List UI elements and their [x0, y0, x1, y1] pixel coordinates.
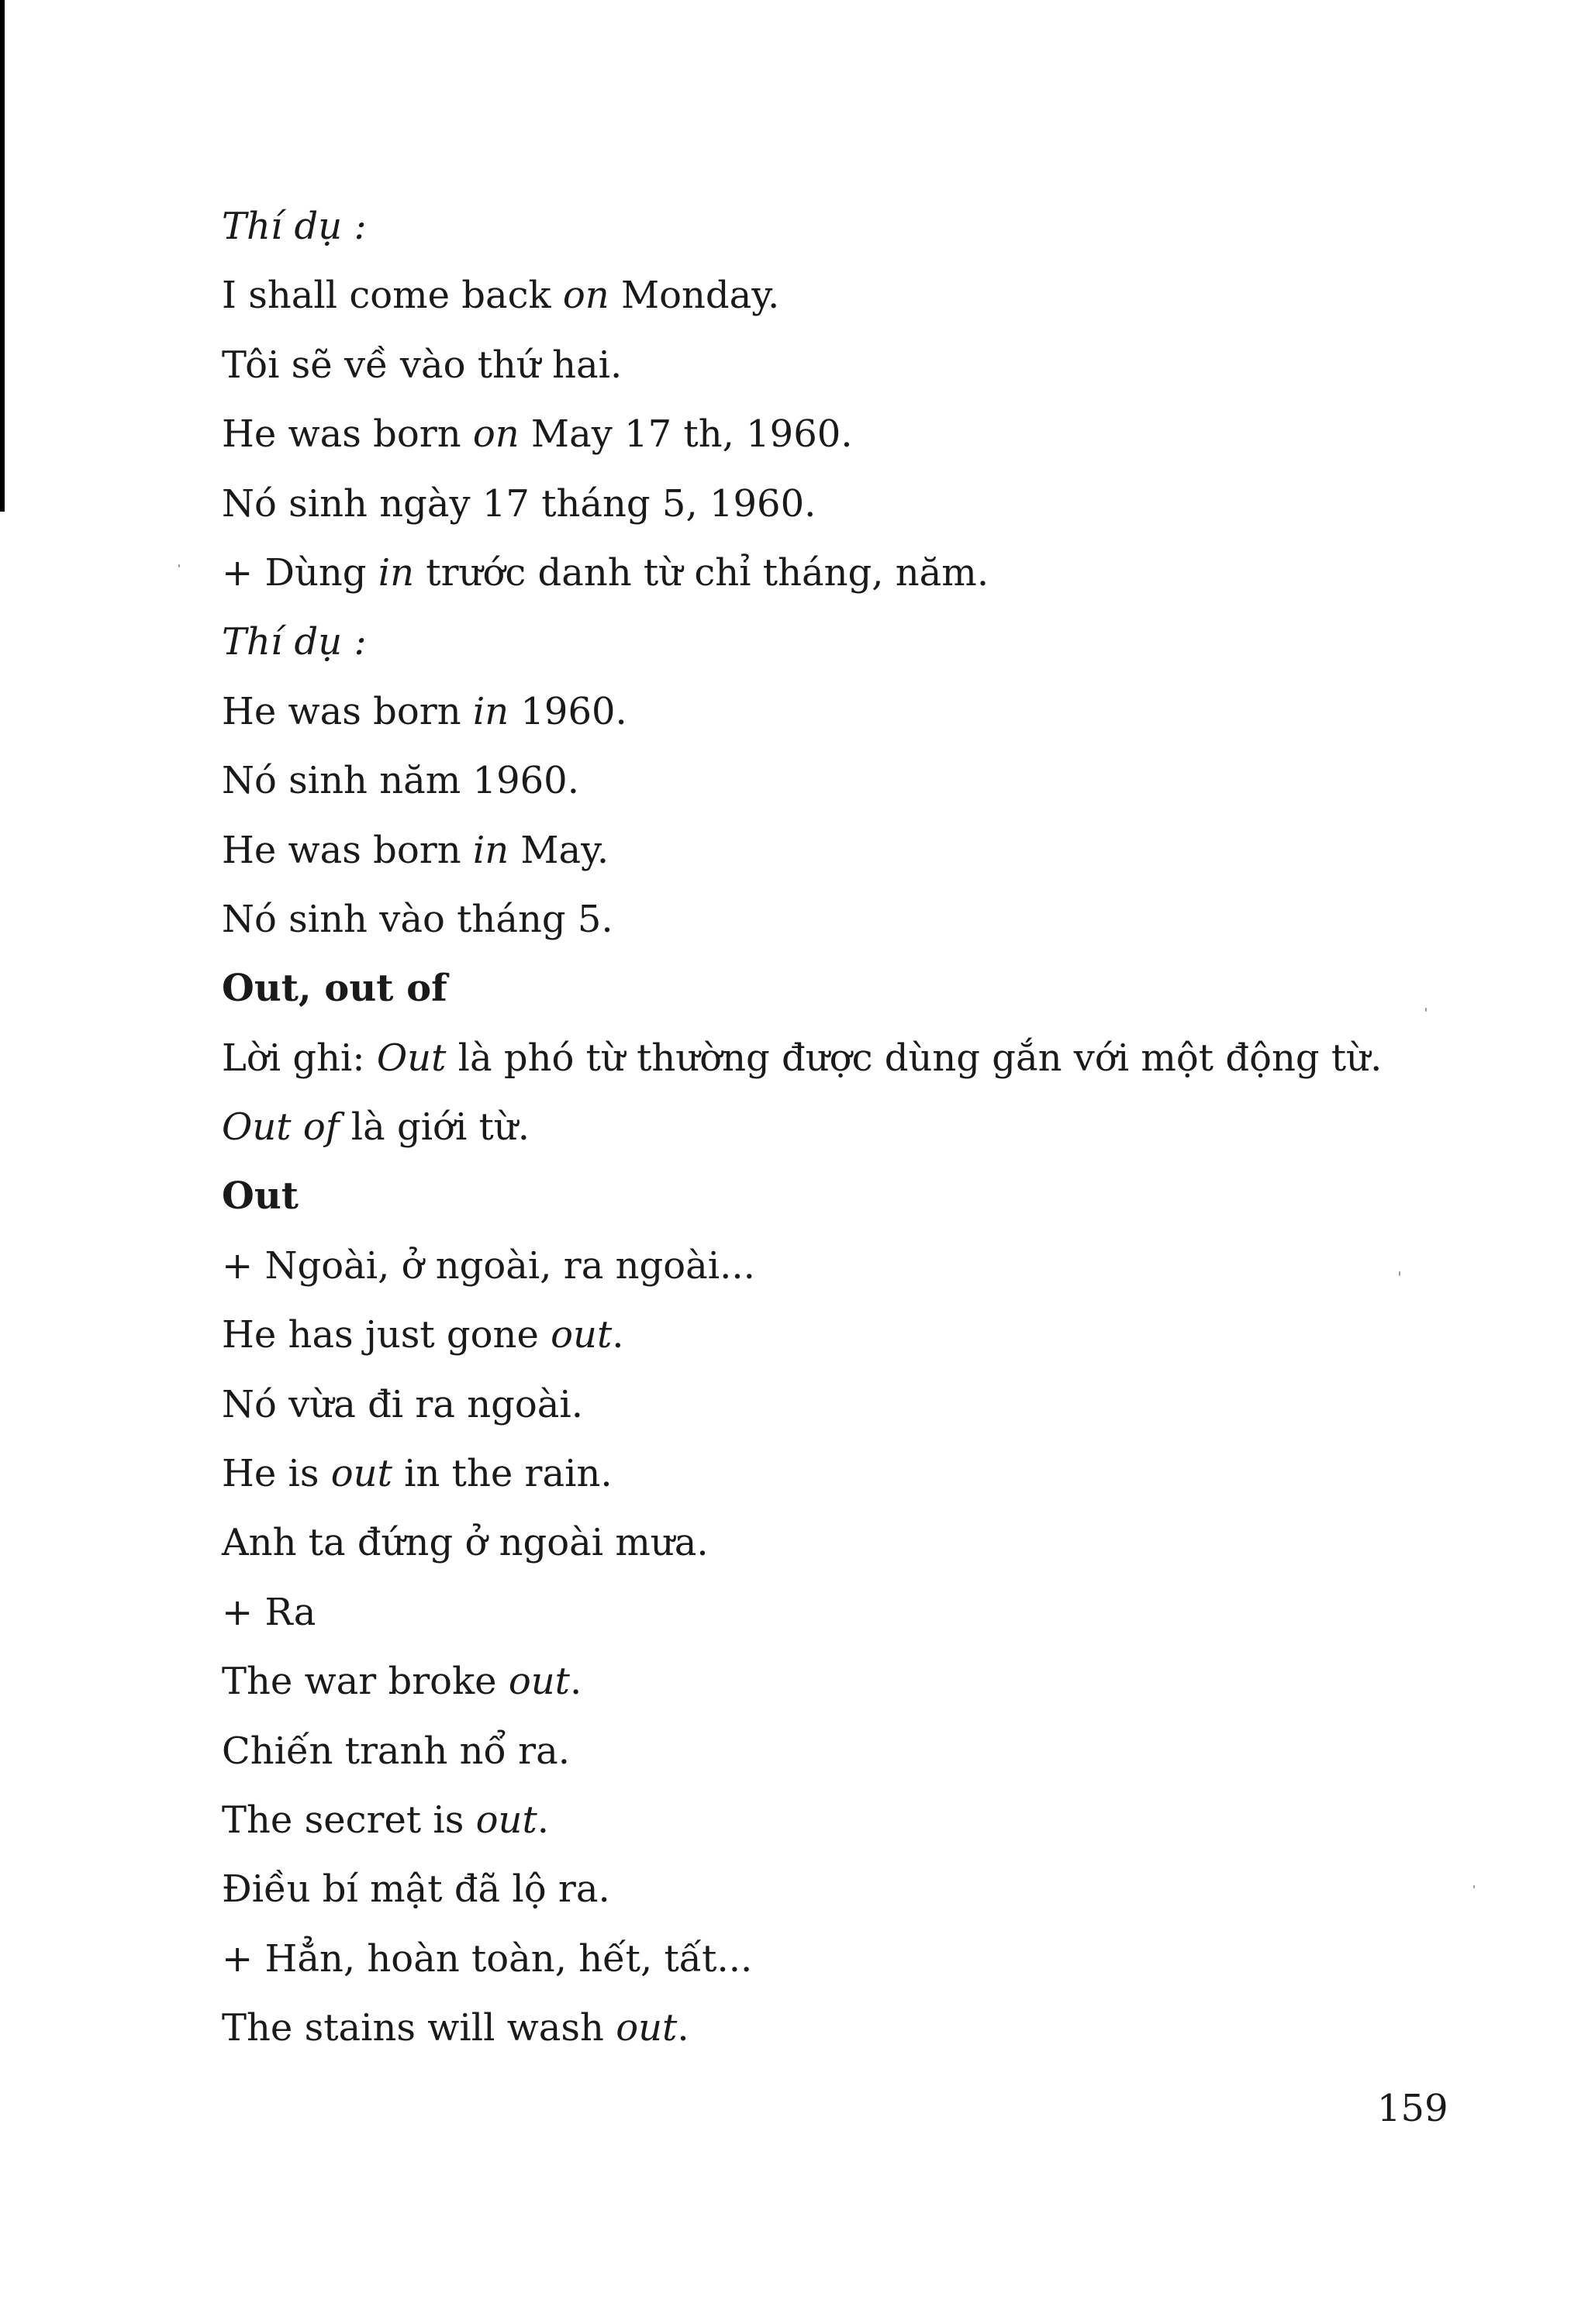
page-binding-edge — [0, 0, 5, 512]
text-line — [222, 1093, 1462, 1162]
line-text: May 17 th, 1960. — [519, 412, 853, 457]
emphasized-word: in — [472, 828, 509, 872]
page-body — [222, 192, 1462, 2064]
text-line — [222, 1925, 1462, 1994]
line-text: He was born — [222, 689, 473, 733]
text-line — [222, 678, 1462, 747]
line-text: Monday. — [609, 274, 780, 318]
text-line — [222, 885, 1462, 954]
line-text: in the rain. — [392, 1452, 613, 1496]
line-text: May. — [509, 828, 609, 872]
line-text: + Ngoài, ở ngoài, ra ngoài... — [222, 1243, 755, 1288]
line-text: The secret is — [222, 1798, 476, 1842]
text-line — [222, 1232, 1462, 1301]
text-line — [222, 1440, 1462, 1509]
scan-speck — [1399, 1271, 1400, 1276]
page-number: 159 — [1377, 2087, 1448, 2130]
text-line — [222, 1647, 1462, 1716]
text-line — [222, 1371, 1462, 1440]
line-text: The stains will wash — [222, 2006, 616, 2050]
text-line — [222, 1717, 1462, 1786]
emphasized-word: Out of — [222, 1105, 340, 1150]
line-text: Nó sinh vào tháng 5. — [222, 897, 613, 941]
line-text: Nó sinh ngày 17 tháng 5, 1960. — [222, 481, 816, 526]
text-line — [222, 1578, 1462, 1647]
text-line — [222, 1024, 1462, 1093]
line-text: Nó sinh năm 1960. — [222, 759, 579, 803]
line-text: Anh ta đứng ở ngoài mưa. — [222, 1521, 709, 1565]
line-text: + Dùng — [222, 550, 378, 595]
text-line — [222, 1994, 1462, 2063]
line-text: + Ra — [222, 1590, 316, 1634]
emphasized-word: on — [562, 274, 609, 318]
scan-speck — [1473, 1885, 1475, 1888]
line-text: Điều bí mật đã lộ ra. — [222, 1867, 610, 1912]
emphasized-word: out — [551, 1313, 613, 1357]
line-text: trước danh từ chỉ tháng, năm. — [414, 550, 989, 595]
emphasized-word: out — [508, 1660, 570, 1704]
emphasized-word: Out — [376, 1036, 447, 1080]
line-text: . — [677, 2006, 689, 2050]
text-line — [222, 331, 1462, 400]
scan-speck — [178, 564, 180, 567]
section-heading: Out, out of — [222, 967, 447, 1011]
line-text: He has just gone — [222, 1313, 551, 1357]
text-line — [222, 400, 1462, 469]
line-text: He was born — [222, 412, 473, 457]
line-text: là giới từ. — [339, 1105, 530, 1150]
example-label: Thí dụ : — [222, 620, 367, 664]
emphasized-word: out — [475, 1798, 537, 1842]
section-heading: Out — [222, 1174, 299, 1219]
scan-speck — [1425, 1008, 1427, 1012]
line-text: là phó từ thường được dùng gắn với một động từ. — [446, 1036, 1383, 1080]
line-text: I shall come back — [222, 274, 563, 318]
line-text: 1960. — [509, 689, 627, 733]
text-line — [222, 1301, 1462, 1370]
line-text: Tôi sẽ về vào thứ hai. — [222, 343, 623, 387]
text-line — [222, 261, 1462, 330]
text-line — [222, 539, 1462, 608]
text-line — [222, 470, 1462, 539]
text-line — [222, 1855, 1462, 1924]
line-text: Chiến tranh nổ ra. — [222, 1729, 570, 1773]
line-text: He was born — [222, 828, 473, 872]
example-label: Thí dụ : — [222, 205, 367, 248]
emphasized-word: in — [378, 550, 415, 595]
text-line — [222, 1786, 1462, 1855]
line-text: + Hẳn, hoàn toàn, hết, tất... — [222, 1936, 753, 1981]
emphasized-word: in — [472, 689, 509, 733]
text-line — [222, 747, 1462, 815]
line-text: He is — [222, 1452, 331, 1496]
line-text: Nó vừa đi ra ngoài. — [222, 1382, 583, 1426]
emphasized-word: out — [616, 2006, 678, 2050]
emphasized-word: on — [472, 412, 520, 457]
line-text: Lời ghi: — [222, 1036, 377, 1080]
line-text: The war broke — [222, 1660, 509, 1704]
text-line — [222, 816, 1462, 885]
emphasized-word: out — [330, 1452, 392, 1496]
line-text: . — [537, 1798, 550, 1842]
text-line — [222, 1509, 1462, 1577]
line-text: . — [612, 1313, 624, 1357]
line-text: . — [569, 1660, 582, 1704]
